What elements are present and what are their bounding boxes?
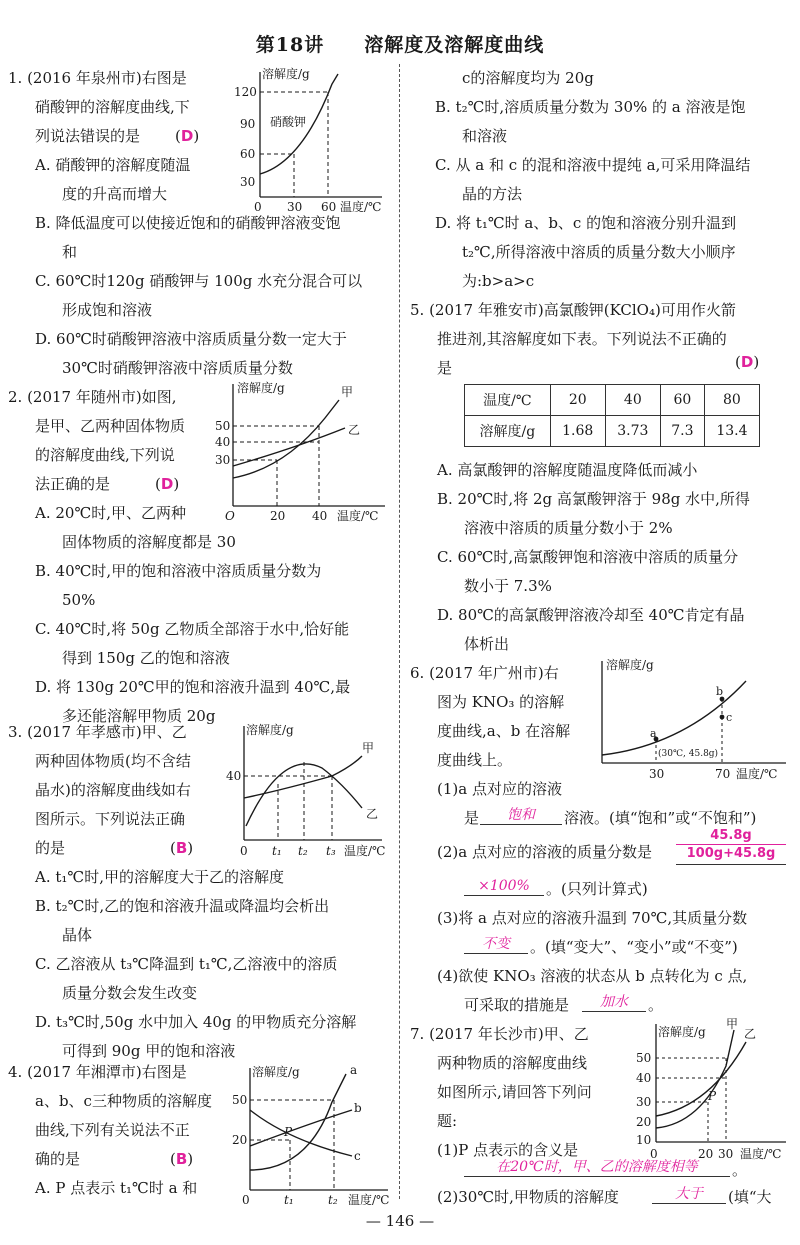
q4-option-b-2: 和溶液 [462, 127, 508, 145]
q6-part1-1: (1)a 点对应的溶液 [437, 780, 562, 798]
q2-option-b-1: B. 40℃时,甲的饱和溶液中溶质质量分数为 [35, 562, 322, 580]
q4-option-c-2: 晶的方法 [462, 185, 523, 203]
q7-xlabel: 温度/℃ [740, 1147, 782, 1161]
q7-stem-1: 7. (2017 年长沙市)甲、乙 [410, 1025, 589, 1043]
q3-label-jia: 甲 [362, 741, 375, 755]
q7-xtick-20: 20 [698, 1147, 714, 1161]
q6-xtick-70: 70 [715, 767, 731, 781]
q4-ytick-20: 20 [232, 1133, 248, 1147]
q5-cell: 溶解度/g [465, 416, 551, 447]
q6-chart [596, 655, 792, 785]
q6-curve [602, 681, 746, 755]
q7-xtick-30: 30 [718, 1147, 734, 1161]
q6-label-b: b [716, 685, 724, 698]
q3-stem-2: 两种固体物质(均不含结 [35, 752, 191, 770]
q6-part4-1: (4)欲使 KNO₃ 溶液的状态从 b 点转化为 c 点, [437, 967, 748, 985]
q6-part1-answer: 饱和 [480, 806, 562, 825]
q2-ytick-40: 40 [215, 435, 231, 449]
q1-ytick-30: 30 [240, 175, 256, 189]
q7-part1-answer: 在20℃时，甲、乙的溶解度相等 [464, 1158, 730, 1177]
q2-stem-2: 是甲、乙两种固体物质 [35, 417, 186, 435]
q4-label-c: c [354, 1149, 361, 1163]
q4-ytick-50: 50 [232, 1093, 248, 1107]
q2-option-a-2: 固体物质的溶解度都是 30 [62, 533, 236, 551]
q3-ylabel: 溶解度/g [246, 723, 294, 737]
q2-curve-jia [233, 400, 339, 478]
q4-label-b: b [354, 1101, 362, 1115]
q7-part2-answer: 大于 [652, 1185, 726, 1204]
q3-option-b-1: B. t₂℃时,乙的饱和溶液升温或降温均会析出 [35, 897, 330, 915]
q7-ytick-10: 10 [636, 1133, 652, 1147]
q5-cell: 20 [550, 385, 605, 416]
q1-ytick-60: 60 [240, 147, 256, 161]
q6-part1-2: 溶液。(填“饱和”或“不饱和”) [564, 809, 757, 827]
q7-point-p: P [708, 1089, 717, 1103]
q4-xtick-0: 0 [242, 1193, 250, 1205]
q4-option-d-1: D. 将 t₁℃时 a、b、c 的饱和溶液分别升温到 [435, 214, 737, 232]
q6-part2: (2)a 点对应的溶液的质量分数是 [437, 843, 652, 861]
q1-ytick-90: 90 [240, 117, 256, 131]
q3-stem-4: 图所示。下列说法正确 [35, 810, 186, 828]
q5-cell: 1.68 [550, 416, 605, 447]
q2-stem-1: 2. (2017 年随州市)如图, [8, 388, 177, 406]
q1-ylabel: 溶解度/g [262, 67, 310, 81]
q4-option-a-2: c的溶解度均为 20g [462, 69, 594, 87]
q7-xtick-0: 0 [650, 1147, 658, 1161]
q1-xtick-30: 30 [287, 200, 303, 212]
q6-part4-2: 可采取的措施是 [464, 996, 570, 1014]
q7-chart [630, 1016, 794, 1162]
q6-part1-prefix: 是 [464, 809, 480, 827]
q1-option-a-1: A. 硝酸钾的溶解度随温 [35, 156, 191, 174]
q2-curve-yi [233, 428, 345, 466]
q5-solubility-table [464, 384, 760, 447]
q5-cell: 13.4 [704, 416, 759, 447]
q4-answer-letter: B [175, 1150, 188, 1168]
q3-answer: (B) [170, 839, 194, 857]
page-number: — 146 — [365, 1212, 435, 1230]
q3-xlabel: 温度/℃ [344, 844, 386, 858]
q3-stem-1: 3. (2017 年孝感市)甲、乙 [8, 723, 187, 741]
q4-label-a: a [350, 1063, 358, 1077]
q2-stem-3: 的溶解度曲线,下列说 [35, 446, 175, 464]
q3-answer-letter: B [175, 839, 188, 857]
q4-stem-3: 曲线,下列有关说法不正 [35, 1121, 190, 1139]
q4-chart [228, 1060, 394, 1205]
q5-cell: 温度/℃ [465, 385, 551, 416]
q6-part3-1: (3)将 a 点对应的溶液升温到 70℃,其质量分数 [437, 909, 748, 927]
q5-option-b-2: 溶液中溶质的质量分数小于 2% [464, 519, 673, 537]
q4-answer: (B) [170, 1150, 194, 1168]
q5-option-d-2: 体析出 [464, 635, 510, 653]
q2-chart [215, 378, 395, 523]
q3-xtick-t1: t₁ [272, 844, 282, 858]
q7-ytick-50: 50 [636, 1051, 652, 1065]
q6-ylabel: 溶解度/g [606, 658, 654, 672]
q1-answer-letter: D [180, 127, 194, 145]
q7-label-yi: 乙 [744, 1027, 757, 1041]
q1-xtick-0: 0 [254, 200, 262, 212]
q1-option-b-1: B. 降低温度可以使接近饱和的硝酸钾溶液变饱 [35, 214, 341, 232]
q5-cell: 80 [704, 385, 759, 416]
q5-answer-letter: D [740, 353, 754, 371]
q6-part2-denominator: 100g+45.8g [686, 846, 776, 861]
q3-curve-yi [246, 764, 362, 826]
q1-option-b-2: 和 [62, 243, 78, 261]
q2-xtick-40: 40 [312, 509, 328, 523]
q6-xlabel: 温度/℃ [736, 767, 778, 781]
q4-xtick-t2: t₂ [328, 1193, 338, 1205]
q1-stem-1: 1. (2016 年泉州市)右图是 [8, 69, 187, 87]
q1-xlabel: 温度/℃ [340, 200, 382, 212]
q7-stem-2: 两种物质的溶解度曲线 [437, 1054, 588, 1072]
q5-option-d-1: D. 80℃的高氯酸钾溶液冷却至 40℃肯定有晶 [437, 606, 745, 624]
q2-option-c-1: C. 40℃时,将 50g 乙物质全部溶于水中,恰好能 [35, 620, 350, 638]
q5-stem-3: 是 [437, 359, 453, 377]
q3-xtick-0: 0 [240, 844, 248, 858]
q4-option-b-1: B. t₂℃时,溶质质量分数为 30% 的 a 溶液是饱 [435, 98, 746, 116]
q1-curve-label: 硝酸钾 [270, 115, 307, 129]
q5-option-c-2: 数小于 7.3% [464, 577, 552, 595]
q4-curve-c [250, 1110, 352, 1156]
q5-stem-2: 推进剂,其溶解度如下表。下列说法不正确的 [437, 330, 727, 348]
q2-label-jia: 甲 [341, 385, 354, 399]
q7-part1-end: 。 [732, 1161, 748, 1179]
q6-part3-answer: 不变 [464, 935, 528, 954]
q4-option-d-2: t₂℃,所得溶液中溶质的质量分数大小顺序 [462, 243, 736, 261]
q3-stem-3: 晶水)的溶解度曲线如右 [35, 781, 191, 799]
q6-part2-numerator: 45.8g [710, 828, 752, 843]
q3-chart [222, 718, 394, 863]
q3-option-b-2: 晶体 [62, 926, 93, 944]
q1-option-c-1: C. 60℃时120g 硝酸钾与 100g 水充分混合可以 [35, 272, 363, 290]
q5-cell: 7.3 [660, 416, 704, 447]
q1-ytick-120: 120 [234, 85, 257, 99]
q3-option-d-2: 可得到 90g 甲的饱和溶液 [62, 1042, 236, 1060]
q1-option-a-2: 度的升高而增大 [62, 185, 168, 203]
q2-xtick-20: 20 [270, 509, 286, 523]
q7-ytick-20: 20 [636, 1115, 652, 1129]
q1-xtick-60: 60 [321, 200, 337, 212]
q1-answer: (D) [175, 127, 200, 145]
page-title: 第18讲 溶解度及溶解度曲线 [255, 34, 545, 56]
q2-ytick-50: 50 [215, 419, 231, 433]
q1-stem-2: 硝酸钾的溶解度曲线,下 [35, 98, 190, 116]
q4-option-a-1: A. P 点表示 t₁℃时 a 和 [35, 1179, 198, 1197]
q6-part4-3: 。 [648, 996, 664, 1014]
q7-ytick-30: 30 [636, 1095, 652, 1109]
q6-xtick-30: 30 [649, 767, 665, 781]
q4-stem-4: 确的是 [35, 1150, 81, 1168]
q2-xlabel: 温度/℃ [337, 509, 379, 523]
q1-stem-3: 列说法错误的是 [35, 127, 141, 145]
q1-option-d-2: 30℃时硝酸钾溶液中溶质质量分数 [62, 359, 293, 377]
q6-stem-2: 图为 KNO₃ 的溶解 [437, 693, 565, 711]
q1-option-c-2: 形成饱和溶液 [62, 301, 153, 319]
q5-option-b-1: B. 20℃时,将 2g 高氯酸钾溶于 98g 水中,所得 [437, 490, 750, 508]
q4-curve-a [250, 1074, 346, 1170]
q2-option-d-1: D. 将 130g 20℃甲的饱和溶液升温到 40℃,最 [35, 678, 351, 696]
column-divider [399, 64, 400, 1199]
q7-part2: (2)30℃时,甲物质的溶解度 [437, 1188, 619, 1206]
q2-answer-letter: D [160, 475, 174, 493]
q7-stem-3: 如图所示,请回答下列问 [437, 1083, 592, 1101]
q1-chart [232, 62, 392, 212]
q5-cell: 60 [660, 385, 704, 416]
q6-part4-answer: 加水 [582, 993, 646, 1012]
q6-label-c: c [726, 711, 733, 724]
q7-part1: (1)P 点表示的含义是 [437, 1141, 579, 1159]
q3-option-c-2: 质量分数会发生改变 [62, 984, 198, 1002]
q6-stem-4: 度曲线上。 [437, 751, 513, 769]
q3-option-d-1: D. t₃℃时,50g 水中加入 40g 的甲物质充分溶解 [35, 1013, 357, 1031]
q5-cell: 40 [605, 385, 660, 416]
q4-ylabel: 溶解度/g [252, 1065, 300, 1079]
q2-label-yi: 乙 [348, 423, 361, 437]
q2-option-a-1: A. 20℃时,甲、乙两种 [35, 504, 187, 522]
q2-option-d-2: 多还能溶解甲物质 20g [62, 707, 216, 725]
q5-table-row-solubility [465, 416, 760, 447]
q7-part2-tail: (填“大 [728, 1188, 772, 1206]
q2-ylabel: 溶解度/g [237, 381, 285, 395]
q4-curve-b [250, 1110, 352, 1146]
q2-xtick-o: O [225, 509, 235, 523]
q3-curve-jia [244, 756, 362, 798]
q4-xtick-t1: t₁ [284, 1193, 294, 1205]
q3-ytick-40: 40 [226, 769, 242, 783]
q5-cell: 3.73 [605, 416, 660, 447]
q4-option-d-3: 为:b>a>c [462, 272, 535, 290]
q6-part2-answer: ×100% [464, 877, 544, 896]
q5-option-c-1: C. 60℃时,高氯酸钾饱和溶液中溶质的质量分 [437, 548, 739, 566]
q3-xtick-t3: t₃ [326, 844, 336, 858]
q1-option-d-1: D. 60℃时硝酸钾溶液中溶质质量分数一定大于 [35, 330, 347, 348]
q3-xtick-t2: t₂ [298, 844, 308, 858]
q7-label-jia: 甲 [726, 1017, 739, 1031]
q6-point-c-dot [720, 715, 725, 720]
q3-stem-5: 的是 [35, 839, 66, 857]
q6-stem-3: 度曲线,a、b 在溶解 [437, 722, 571, 740]
q3-option-a-1: A. t₁℃时,甲的溶解度大于乙的溶解度 [35, 868, 284, 886]
q6-part3-2: 。(填“变大”、“变小”或“不变”) [530, 938, 738, 956]
q5-table-row-temp [465, 385, 760, 416]
q2-option-b-2: 50% [62, 591, 96, 609]
q5-answer: (D) [735, 353, 760, 371]
q6-stem-1: 6. (2017 年广州市)右 [410, 664, 559, 682]
q7-ylabel: 溶解度/g [658, 1025, 706, 1039]
q6-part2-fraction [676, 828, 786, 865]
q4-stem-1: 4. (2017 年湘潭市)右图是 [8, 1063, 187, 1081]
q6-point-note: (30℃, 45.8g) [658, 749, 719, 759]
q4-point-p: P [284, 1125, 293, 1139]
q2-option-c-2: 得到 150g 乙的饱和溶液 [62, 649, 230, 667]
q3-option-c-1: C. 乙溶液从 t₃℃降温到 t₁℃,乙溶液中的溶质 [35, 955, 338, 973]
q7-stem-4: 题: [437, 1112, 458, 1130]
q4-stem-2: a、b、c三种物质的溶解度 [35, 1092, 212, 1110]
q4-option-c-1: C. 从 a 和 c 的混和溶液中提纯 a,可采用降温结 [435, 156, 751, 174]
q2-answer: (D) [155, 475, 180, 493]
q6-part2-tail: 。(只列计算式) [546, 880, 648, 898]
q5-stem-1: 5. (2017 年雅安市)高氯酸钾(KClO₄)可用作火箭 [410, 301, 736, 319]
q4-xlabel: 温度/℃ [348, 1193, 390, 1205]
q2-ytick-30: 30 [215, 453, 231, 467]
q5-option-a-1: A. 高氯酸钾的溶解度随温度降低而减小 [437, 461, 698, 479]
q2-stem-4: 法正确的是 [35, 475, 111, 493]
q6-label-a: a [650, 727, 657, 740]
q7-ytick-40: 40 [636, 1071, 652, 1085]
q3-label-yi: 乙 [366, 807, 379, 821]
